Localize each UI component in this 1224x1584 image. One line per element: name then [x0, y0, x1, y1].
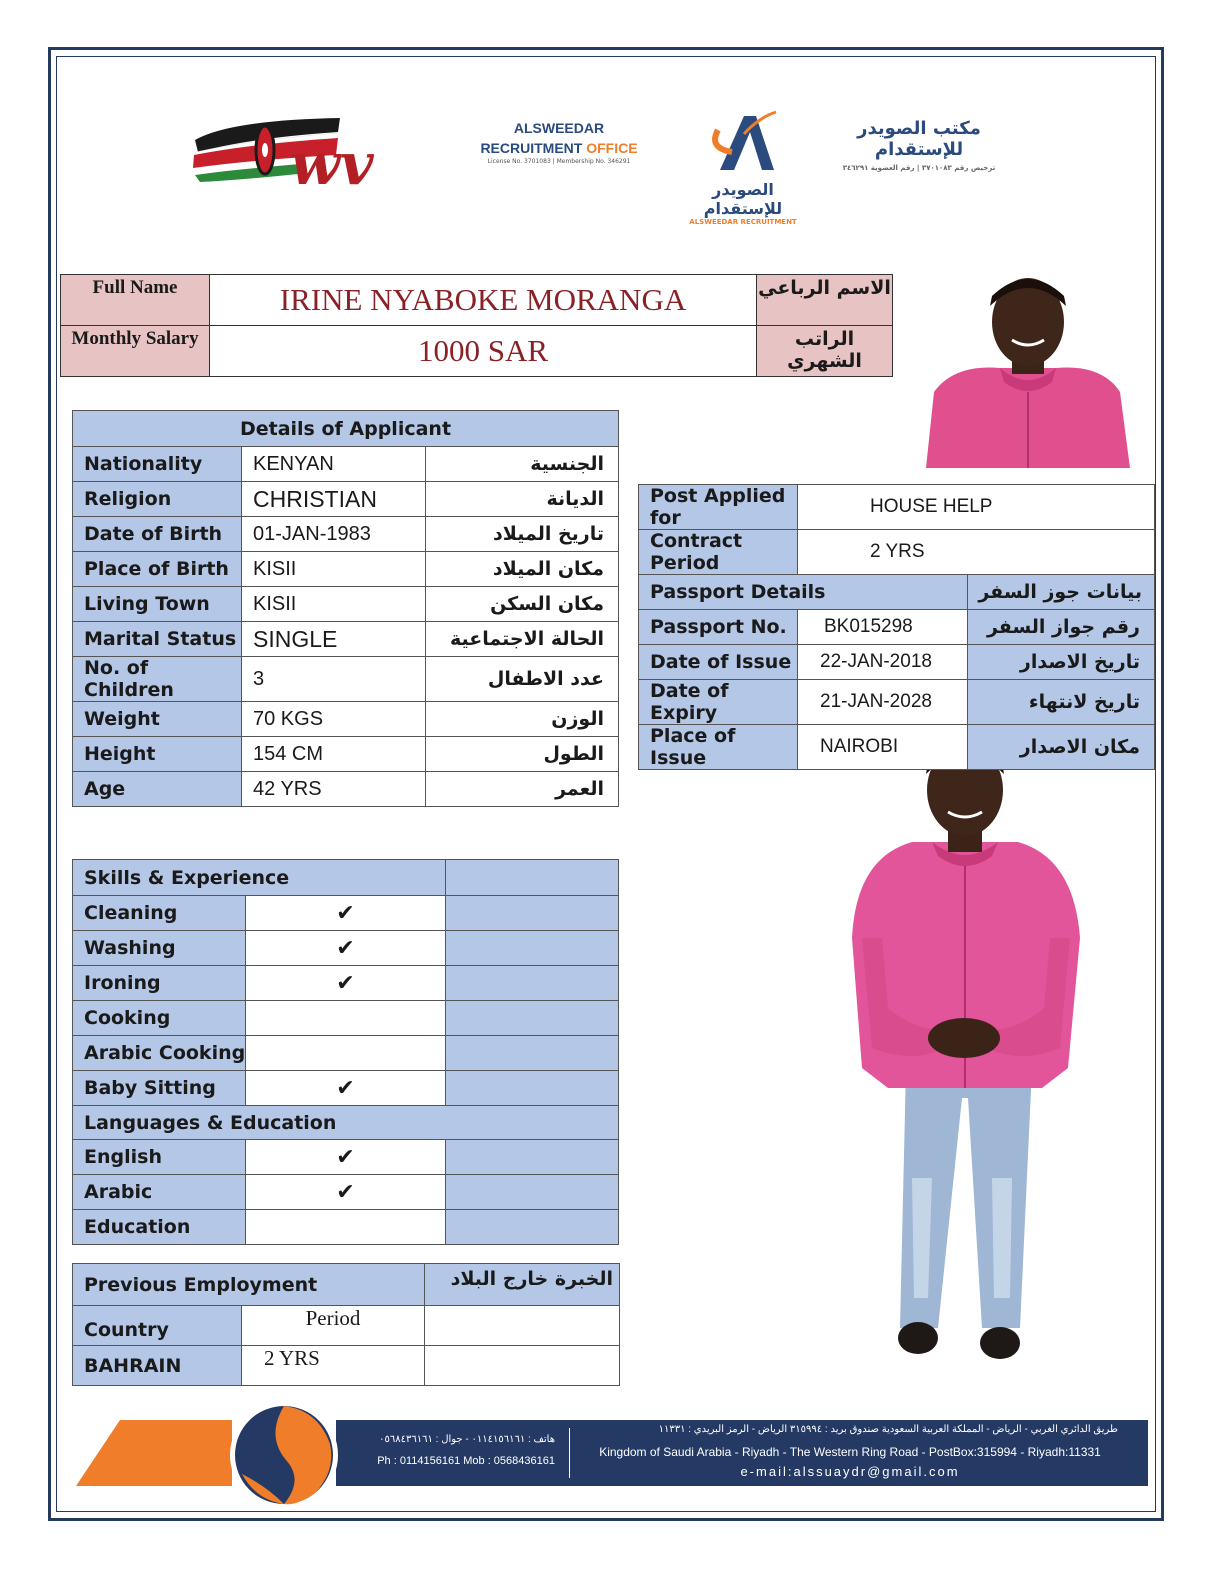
contract-label: Contract Period: [639, 530, 798, 575]
passport-ar-label: مكان الاصدار: [968, 725, 1155, 770]
full-name-row: [61, 275, 893, 326]
details-ar-label: الديانة: [426, 482, 619, 517]
salary-ar-label: الراتب الشهري: [757, 326, 893, 377]
details-label: Religion: [73, 482, 242, 517]
details-of-applicant-table: [72, 410, 619, 807]
full-name-ar-label: الاسم الرباعي: [757, 275, 893, 326]
post-row: [639, 485, 1155, 530]
skill-blank: [445, 1071, 618, 1106]
full-name-value: IRINE NYABOKE MORANGA: [210, 275, 757, 326]
details-row: [73, 552, 619, 587]
alsweedar-en-logo: [476, 118, 642, 165]
skills-title: Skills & Experience: [73, 860, 446, 896]
skill-blank: [445, 931, 618, 966]
details-title: Details of Applicant: [73, 411, 619, 447]
employment-header-row: [73, 1306, 620, 1346]
skill-blank: [445, 966, 618, 1001]
language-blank: [445, 1140, 618, 1175]
details-row: [73, 447, 619, 482]
salary-value: 1000 SAR: [210, 326, 757, 377]
language-check: ✔: [246, 1175, 445, 1210]
skill-label: Cooking: [73, 1001, 246, 1036]
skill-check: [246, 1036, 445, 1071]
passport-ar-label: تاريخ الاصدار: [968, 645, 1155, 680]
employment-row-blank: [425, 1346, 620, 1386]
details-row: [73, 737, 619, 772]
passport-ar-label: تاريخ لانتهاء: [968, 680, 1155, 725]
language-label: Arabic: [73, 1175, 246, 1210]
details-row: [73, 657, 619, 702]
passport-label: Passport No.: [639, 610, 798, 645]
passport-header-ar: بيانات جوز السفر: [968, 575, 1155, 610]
footer-circle-logo: [226, 1400, 342, 1510]
salary-row: [61, 326, 893, 377]
details-value: 01-JAN-1983: [242, 517, 426, 552]
passport-row: [639, 645, 1155, 680]
language-blank: [445, 1210, 618, 1245]
details-row: [73, 772, 619, 807]
language-row: [73, 1175, 619, 1210]
post-value: HOUSE HELP: [798, 485, 1155, 530]
details-label: Weight: [73, 702, 242, 737]
details-row: [73, 622, 619, 657]
passport-value: BK015298: [798, 610, 968, 645]
country-label: Country: [73, 1306, 242, 1346]
details-value: 70 KGS: [242, 702, 426, 737]
right-logo-ar: مكتب الصويدر للإستقدام: [857, 118, 981, 160]
languages-title: Languages & Education: [73, 1106, 619, 1140]
language-blank: [445, 1175, 618, 1210]
skill-label: Baby Sitting: [73, 1071, 246, 1106]
country-value: BAHRAIN: [73, 1346, 242, 1386]
employment-row: [73, 1346, 620, 1386]
details-row: [73, 482, 619, 517]
details-label: Height: [73, 737, 242, 772]
language-row: [73, 1210, 619, 1245]
details-row: [73, 517, 619, 552]
details-label: Marital Status: [73, 622, 242, 657]
language-check: [246, 1210, 445, 1245]
alsweedar-license-text: License No. 3701083 | Membership No. 346291: [487, 158, 631, 165]
skill-row: [73, 966, 619, 1001]
kenya-wv-logo: [190, 100, 405, 205]
alsweedar-ar-logo: [826, 118, 1012, 172]
skill-row: [73, 931, 619, 966]
right-logo-ar-small: ترخيص رقم ٣٧٠١٠٨٣ | رقم العضوية ٣٤٦٢٩١: [842, 164, 996, 172]
skill-blank: [445, 1036, 618, 1071]
details-ar-label: الوزن: [426, 702, 619, 737]
alsweedar-office-word: OFFICE: [586, 140, 638, 156]
details-ar-label: الحالة الاجتماعية: [426, 622, 619, 657]
circle-logo-icon: [226, 1400, 342, 1510]
footer-phone-ar: هاتف : ٠١١٤١٥٦١٦١ - جوال : ٠٥٦٨٤٣٦١٦١: [379, 1434, 555, 1445]
skill-check: ✔: [246, 1071, 445, 1106]
skills-title-blank: [445, 860, 618, 896]
details-value: SINGLE: [242, 622, 426, 657]
details-title-row: [73, 411, 619, 447]
details-value: 42 YRS: [242, 772, 426, 807]
employment-title-row: [73, 1264, 620, 1306]
details-value: CHRISTIAN: [242, 482, 426, 517]
details-label: Date of Birth: [73, 517, 242, 552]
passport-header-row: [639, 575, 1155, 610]
skill-row: [73, 1036, 619, 1071]
details-value: 154 CM: [242, 737, 426, 772]
details-ar-label: عدد الاطفال: [426, 657, 619, 702]
letter-a-logo-icon: [678, 108, 808, 176]
skill-label: Ironing: [73, 966, 246, 1001]
skill-blank: [445, 896, 618, 931]
skill-check: ✔: [246, 966, 445, 1001]
skill-label: Cleaning: [73, 896, 246, 931]
passport-value: 22-JAN-2018: [798, 645, 968, 680]
skill-row: [73, 1071, 619, 1106]
applicant-full-body-photo: [842, 738, 1088, 1380]
full-name-label: Full Name: [61, 275, 210, 326]
details-label: No. of Children: [73, 657, 242, 702]
passport-row: [639, 725, 1155, 770]
details-ar-label: الجنسية: [426, 447, 619, 482]
footer-divider: [569, 1428, 570, 1478]
salary-label: Monthly Salary: [61, 326, 210, 377]
details-value: 3: [242, 657, 426, 702]
passport-label: Date of Expiry: [639, 680, 798, 725]
skill-check: ✔: [246, 896, 445, 931]
passport-ar-label: رقم جواز السفر: [968, 610, 1155, 645]
passport-label: Place of Issue: [639, 725, 798, 770]
details-ar-label: العمر: [426, 772, 619, 807]
details-row: [73, 587, 619, 622]
period-label: Period: [242, 1306, 425, 1346]
wv-logo-text: wv: [290, 130, 374, 198]
details-ar-label: الطول: [426, 737, 619, 772]
footer-address-ar: طريق الدائري الغربي - الرياض - المملكة العربية السعودية صندوق بريد : ٣١٥٩٩٤ الرياض - الرمز البريدي : ١١٣٣١: [658, 1424, 1118, 1435]
employment-title: Previous Employment: [73, 1264, 425, 1306]
center-logo-ar: الصويدر للإستقدام: [703, 180, 783, 218]
language-label: English: [73, 1140, 246, 1175]
footer-phone-en: Ph : 0114156161 Mob : 0568436161: [377, 1455, 555, 1467]
passport-label: Date of Issue: [639, 645, 798, 680]
alsweedar-center-logo: [678, 108, 808, 226]
details-label: Place of Birth: [73, 552, 242, 587]
center-logo-en: ALSWEEDAR RECRUITMENT: [689, 218, 797, 226]
details-label: Age: [73, 772, 242, 807]
passport-row: [639, 680, 1155, 725]
skill-check: ✔: [246, 931, 445, 966]
passport-value: NAIROBI: [798, 725, 968, 770]
alsweedar-en-line1: ALSWEEDAR: [513, 120, 605, 136]
applicant-portrait-photo: [924, 272, 1132, 468]
period-value: 2 YRS: [242, 1346, 425, 1386]
details-label: Living Town: [73, 587, 242, 622]
post-passport-table: [638, 484, 1155, 770]
details-ar-label: تاريخ الميلاد: [426, 517, 619, 552]
languages-title-row: [73, 1106, 619, 1140]
details-row: [73, 702, 619, 737]
post-label: Post Applied for: [639, 485, 798, 530]
passport-header: Passport Details: [639, 575, 968, 610]
details-ar-label: مكان الميلاد: [426, 552, 619, 587]
employment-title-ar: الخبرة خارج البلاد: [425, 1264, 620, 1306]
language-row: [73, 1140, 619, 1175]
language-label: Education: [73, 1210, 246, 1245]
footer-email: e-mail:alssuaydr@gmail.com: [740, 1464, 960, 1479]
alsweedar-en-line2: [476, 138, 642, 158]
previous-employment-table: [72, 1263, 620, 1386]
details-value: KENYAN: [242, 447, 426, 482]
skill-check: [246, 1001, 445, 1036]
footer-address-en: Kingdom of Saudi Arabia - Riyadh - The Western Ring Road - PostBox:315994 - Riyadh:11331: [599, 1445, 1101, 1459]
skills-title-row: [73, 860, 619, 896]
contract-row: [639, 530, 1155, 575]
contract-value: 2 YRS: [798, 530, 1155, 575]
details-label: Nationality: [73, 447, 242, 482]
skill-label: Washing: [73, 931, 246, 966]
passport-value: 21-JAN-2028: [798, 680, 968, 725]
passport-row: [639, 610, 1155, 645]
skill-label: Arabic Cooking: [73, 1036, 246, 1071]
skill-blank: [445, 1001, 618, 1036]
details-value: KISII: [242, 552, 426, 587]
skill-row: [73, 896, 619, 931]
alsweedar-recruitment-word: RECRUITMENT: [480, 140, 583, 156]
skill-row: [73, 1001, 619, 1036]
language-check: ✔: [246, 1140, 445, 1175]
details-value: KISII: [242, 587, 426, 622]
skills-table: [72, 859, 619, 1245]
name-salary-table: [60, 274, 893, 377]
employment-header-blank: [425, 1306, 620, 1346]
details-ar-label: مكان السكن: [426, 587, 619, 622]
